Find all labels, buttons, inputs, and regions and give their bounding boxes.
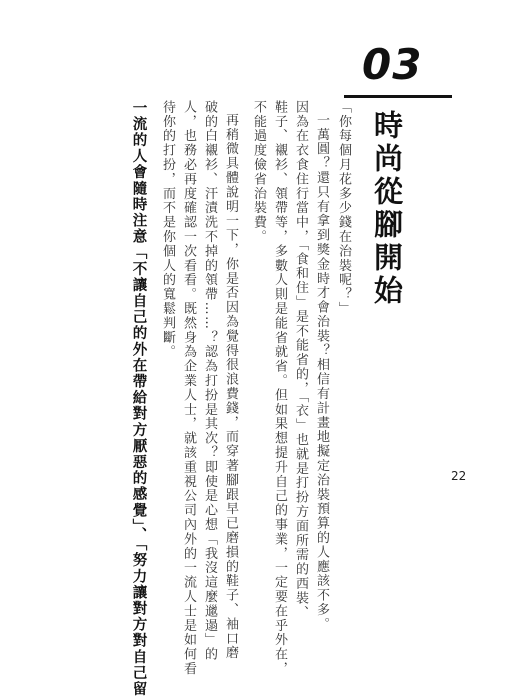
body-line: 鞋子、襯衫、領帶等，多數人則是能省就省。但如果想提升自己的事業，一定要在乎外在，: [272, 100, 287, 676]
body-line: 待你的打扮，而不是你個人的寬鬆判斷。: [160, 100, 175, 360]
page-number: 22: [451, 469, 467, 483]
body-line: 破的白襯衫、汗漬洗不掉的領帶……？認為打扮是其次？即使是心想「我沒這麼邋遢」的: [202, 100, 217, 662]
chapter-title: 時尚從腳開始: [370, 110, 404, 308]
body-line: 一萬圓？還只有拿到獎金時才會治裝？相信有計畫地擬定治裝預算的人應該不多。: [314, 113, 329, 632]
chapter-number: 03: [362, 40, 423, 89]
body-line: 人，也務必再度確認一次看看。既然身為企業人士，就該重視公司內外的一流人士是如何看: [181, 100, 196, 676]
body-line: 「你每個月花多少錢在治裝呢？」: [336, 100, 351, 316]
body-line: 因為在衣食住行當中，「食和住」是不能省的，「衣」也就是打扮方面所需的西裝、: [293, 100, 308, 620]
chapter-divider: [344, 95, 452, 98]
body-line: 不能過度儉省治裝費。: [251, 100, 266, 244]
emphasis-line: 一流的人會隨時注意「不讓自己的外在帶給對方厭惡的感覺」、「努力讓對方對自己留: [130, 100, 147, 697]
body-line: 再稍微具體說明一下，你是否因為覺得很浪費錢，而穿著腳跟早已磨損的鞋子、袖口磨: [223, 113, 238, 661]
